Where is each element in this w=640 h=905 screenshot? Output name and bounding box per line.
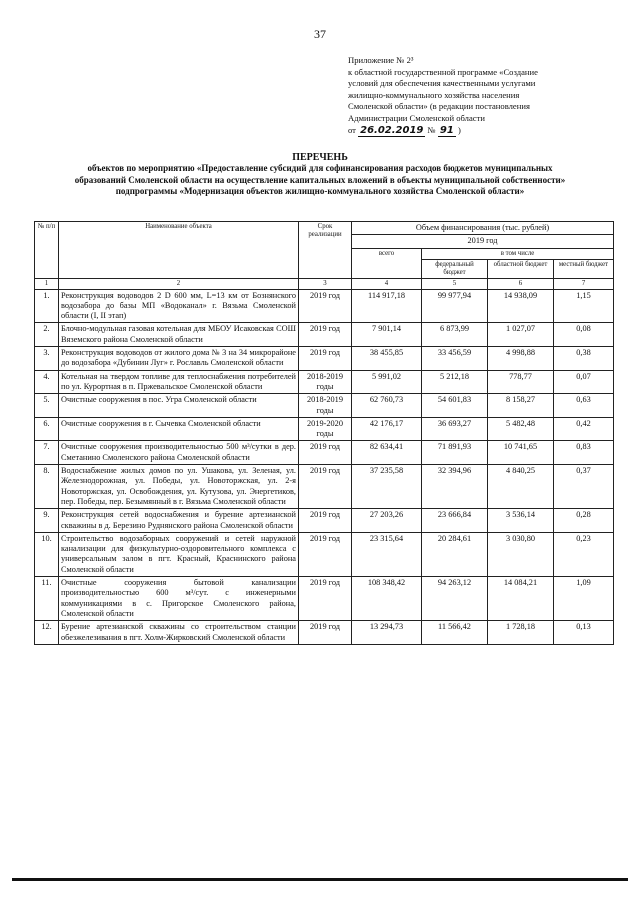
total-cell: 114 917,18: [352, 289, 422, 323]
table-row: [35, 417, 614, 441]
table-row: [35, 577, 614, 621]
local-cell: 0,28: [554, 509, 614, 533]
object-name: Реконструкция сетей водоснабжения и бурение артезианской скважины в д. Березино Руднянского района Смоленской области: [59, 509, 299, 533]
term-cell: 2019 год: [299, 441, 352, 465]
handwritten-number: 91: [439, 124, 454, 136]
table-row: [35, 394, 614, 418]
row-number: 2.: [35, 323, 59, 347]
row-number: 8.: [35, 465, 59, 509]
regional-cell: 14 938,09: [488, 289, 554, 323]
federal-cell: 5 212,18: [422, 370, 488, 394]
number-label: №: [427, 124, 436, 135]
regional-cell: 778,77: [488, 370, 554, 394]
object-name: Строительство водозаборных сооружений и сетей наружной канализации для физкультурно-оздоровительного комплекса с универсальным залом в пгт. Красный, Краснинского района Смоленской области: [59, 532, 299, 576]
table-row: [35, 370, 614, 394]
table-row: [35, 532, 614, 576]
bottom-rule: [12, 878, 628, 881]
term-cell: 2019 год: [299, 465, 352, 509]
object-name: Очистные сооружения бытовой канализации производительностью 600 м³/сут. с инженерными коммуникациями в с. Пригорское Смоленского района, Смоленской области: [59, 577, 299, 621]
term-cell: 2019 год: [299, 621, 352, 645]
title-line: образований Смоленской области на осуществление капитальных вложений в объекты муниципальной собственности»: [74, 174, 566, 185]
appendix-block: [348, 55, 608, 136]
header-volume: Объем финансирования (тыс. рублей): [352, 222, 614, 235]
col-number: 5: [422, 278, 488, 289]
regional-cell: 1 728,18: [488, 621, 554, 645]
appendix-line: Администрации Смоленской области: [348, 112, 485, 123]
row-number: 9.: [35, 509, 59, 533]
local-cell: 0,42: [554, 417, 614, 441]
appendix-line: Смоленской области» (в редакции постановления: [348, 101, 530, 112]
header-total: всего: [352, 248, 422, 278]
header-federal: федеральный бюджет: [422, 259, 488, 278]
total-cell: 23 315,64: [352, 532, 422, 576]
col-number: 7: [554, 278, 614, 289]
term-cell: 2019 год: [299, 532, 352, 576]
table-row: [35, 621, 614, 645]
regional-cell: 10 741,65: [488, 441, 554, 465]
title-line: объектов по мероприятию «Предоставление субсидий для софинансирования расходов бюджетов муниципальных: [87, 163, 553, 174]
local-cell: 0,38: [554, 347, 614, 371]
total-cell: 62 760,73: [352, 394, 422, 418]
object-name: Водоснабжение жилых домов по ул. Ушакова, ул. Зеленая, ул. Железнодорожная, ул. Победы, ул. Новоторжская, ул. 2-я Новоторжская, ул. Освобождения, ул. Кутузова, ул. Энергетиков, пер. Победы, пер. Безымянный в г. Вязьма Смоленской области: [59, 465, 299, 509]
total-cell: 5 991,02: [352, 370, 422, 394]
object-name: Котельная на твердом топливе для теплоснабжения потребителей по ул. Курортная в п. Пржевальское Смоленской области: [59, 370, 299, 394]
term-cell: 2019-2020 годы: [299, 417, 352, 441]
local-cell: 0,08: [554, 323, 614, 347]
regional-cell: 4 840,25: [488, 465, 554, 509]
table-row: [35, 289, 614, 323]
total-cell: 37 235,58: [352, 465, 422, 509]
total-cell: 13 294,73: [352, 621, 422, 645]
regional-cell: 4 998,88: [488, 347, 554, 371]
federal-cell: 99 977,94: [422, 289, 488, 323]
total-cell: 82 634,41: [352, 441, 422, 465]
object-name: Реконструкция водоводов 2 D 600 мм, L=13 км от Бознянского водозабора до базы МП «Водоканал» г. Вязьма Смоленской области (I, II этап): [59, 289, 299, 323]
federal-cell: 23 666,84: [422, 509, 488, 533]
row-number: 12.: [35, 621, 59, 645]
object-name: Очистные сооружения в г. Сычевка Смоленской области: [59, 417, 299, 441]
regional-cell: 3 030,80: [488, 532, 554, 576]
local-cell: 1,15: [554, 289, 614, 323]
local-cell: 0,23: [554, 532, 614, 576]
handwritten-date: 26.02.2019: [360, 124, 424, 136]
row-number: 1.: [35, 289, 59, 323]
term-cell: 2019 год: [299, 509, 352, 533]
local-cell: 1,09: [554, 577, 614, 621]
object-name: Очистные сооружения в пос. Угра Смоленской области: [59, 394, 299, 418]
appendix-line: к областной государственной программе «Создание: [348, 66, 538, 77]
row-number: 7.: [35, 441, 59, 465]
federal-cell: 71 891,93: [422, 441, 488, 465]
federal-cell: 94 263,12: [422, 577, 488, 621]
header-regional: областной бюджет: [488, 259, 554, 278]
regional-cell: 14 084,21: [488, 577, 554, 621]
total-cell: 42 176,17: [352, 417, 422, 441]
total-cell: 27 203,26: [352, 509, 422, 533]
local-cell: 0,37: [554, 465, 614, 509]
term-cell: 2018-2019 годы: [299, 394, 352, 418]
table-row: [35, 509, 614, 533]
table-row: [35, 465, 614, 509]
local-cell: 0,83: [554, 441, 614, 465]
federal-cell: 11 566,42: [422, 621, 488, 645]
appendix-line: условий для обеспечения качественными услугами: [348, 78, 536, 89]
total-cell: 38 455,85: [352, 347, 422, 371]
object-name: Очистные сооружения производительностью 500 м³/сутки в дер. Сметанино Смоленского района Смоленской области: [59, 441, 299, 465]
row-number: 4.: [35, 370, 59, 394]
document-title: [30, 152, 610, 198]
header-year: 2019 год: [352, 235, 614, 248]
header-term: Срок реализации: [299, 222, 352, 279]
appendix-date-line: [348, 125, 608, 137]
term-cell: 2019 год: [299, 347, 352, 371]
local-cell: 0,63: [554, 394, 614, 418]
header-name: Наименование объекта: [59, 222, 299, 279]
page-number: 37: [314, 27, 326, 41]
header-local: местный бюджет: [554, 259, 614, 278]
col-number: 1: [35, 278, 59, 289]
federal-cell: 36 693,27: [422, 417, 488, 441]
regional-cell: 5 482,48: [488, 417, 554, 441]
local-cell: 0,13: [554, 621, 614, 645]
term-cell: 2019 год: [299, 323, 352, 347]
regional-cell: 1 027,07: [488, 323, 554, 347]
date-prefix: от: [348, 124, 356, 135]
federal-cell: 54 601,83: [422, 394, 488, 418]
col-number: 3: [299, 278, 352, 289]
table-row: [35, 323, 614, 347]
objects-table: [34, 221, 614, 645]
object-name: Блочно-модульная газовая котельная для МБОУ Исаковская СОШ Вяземского района Смоленской области: [59, 323, 299, 347]
row-number: 10.: [35, 532, 59, 576]
federal-cell: 6 873,99: [422, 323, 488, 347]
header-incl: в том числе: [422, 248, 614, 259]
col-number: 4: [352, 278, 422, 289]
col-number: 6: [488, 278, 554, 289]
col-number: 2: [59, 278, 299, 289]
table-row: [35, 347, 614, 371]
object-name: Бурение артезианской скважины со строительством станции обезжелезивания в пгт. Холм-Жирковский Смоленской области: [59, 621, 299, 645]
close-paren: ): [457, 124, 461, 135]
row-number: 11.: [35, 577, 59, 621]
federal-cell: 33 456,59: [422, 347, 488, 371]
appendix-line: жилищно-коммунального хозяйства населения: [348, 89, 520, 100]
regional-cell: 3 536,14: [488, 509, 554, 533]
term-cell: 2019 год: [299, 577, 352, 621]
federal-cell: 20 284,61: [422, 532, 488, 576]
term-cell: 2019 год: [299, 289, 352, 323]
term-cell: 2018-2019 годы: [299, 370, 352, 394]
regional-cell: 8 158,27: [488, 394, 554, 418]
table-body: [35, 289, 614, 644]
row-number: 3.: [35, 347, 59, 371]
total-cell: 108 348,42: [352, 577, 422, 621]
row-number: 5.: [35, 394, 59, 418]
table-row: [35, 441, 614, 465]
appendix-line: Приложение № 2³: [348, 55, 414, 65]
title-heading: ПЕРЕЧЕНЬ: [292, 152, 348, 163]
federal-cell: 32 394,96: [422, 465, 488, 509]
local-cell: 0,07: [554, 370, 614, 394]
title-line: подпрограммы «Модернизация объектов жилищно-коммунального хозяйства Смоленской области»: [115, 186, 525, 197]
row-number: 6.: [35, 417, 59, 441]
object-name: Реконструкция водоводов от жилого дома № 3 на 34 микрорайоне до водозабора «Дубинин Луг» г. Рославль Смоленской области: [59, 347, 299, 371]
header-no: № п/п: [35, 222, 59, 279]
total-cell: 7 901,14: [352, 323, 422, 347]
